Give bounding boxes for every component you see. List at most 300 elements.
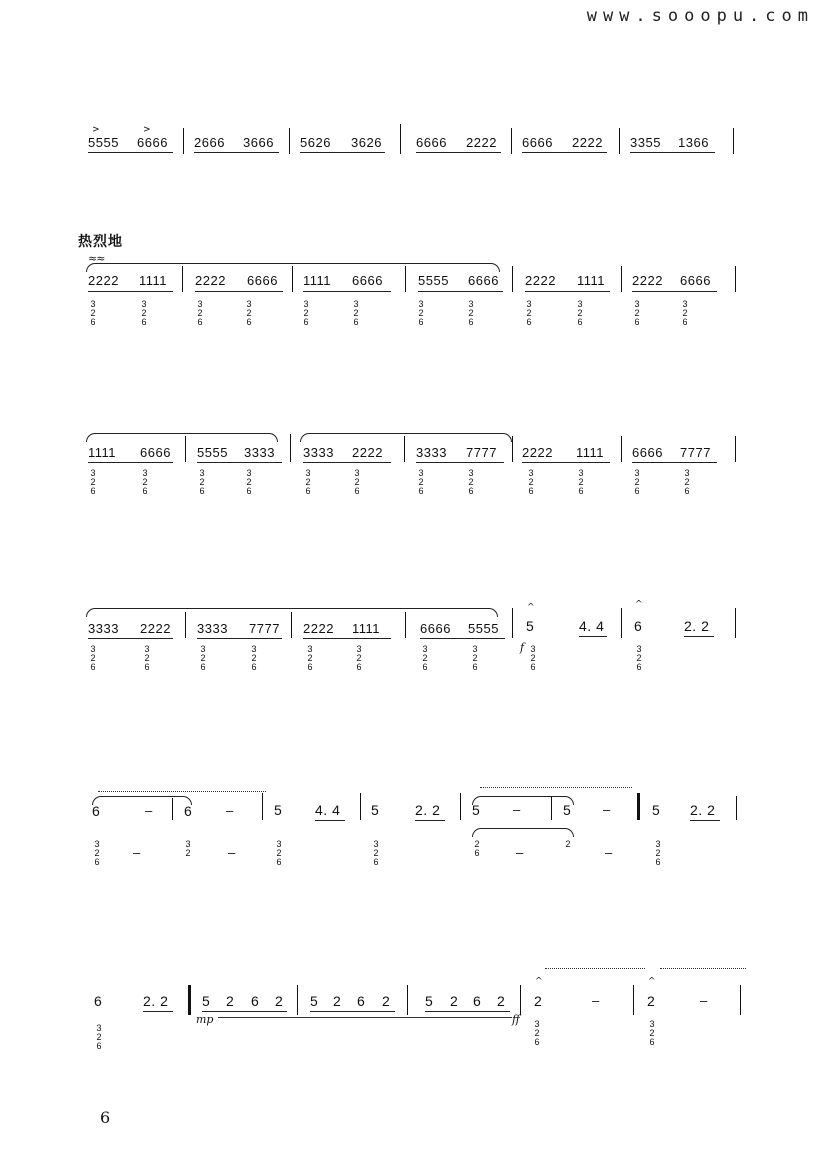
- note-group: 1111: [139, 273, 168, 288]
- chord: [470, 645, 480, 672]
- chord-note: 6: [577, 317, 583, 327]
- chord: [249, 645, 259, 672]
- note-group: 2222: [195, 273, 226, 288]
- bar-line: [185, 436, 186, 462]
- note: 2: [450, 993, 459, 1009]
- bar-line: [182, 266, 183, 292]
- chord: [532, 1020, 542, 1047]
- chord: [140, 469, 150, 496]
- underline: [197, 638, 282, 639]
- bar-line: [512, 266, 513, 292]
- underline: [416, 152, 501, 153]
- note-group: 2222: [572, 135, 603, 150]
- note-group: 2222: [352, 445, 383, 460]
- underline: [303, 291, 391, 292]
- chord-note: 6: [655, 857, 661, 867]
- note-group: 6666: [632, 445, 663, 460]
- chord-note: 6: [197, 317, 203, 327]
- chord: [632, 300, 642, 327]
- chord-note: 2: [96, 1032, 102, 1042]
- underline: [630, 152, 715, 153]
- underline: [88, 462, 173, 463]
- chord-note: 2: [474, 839, 480, 849]
- note-group: 3626: [351, 135, 382, 150]
- note-group: 5555: [418, 273, 449, 288]
- chord-note: 6: [96, 1041, 102, 1051]
- chord-note: 6: [472, 662, 478, 672]
- chord-note: 6: [90, 662, 96, 672]
- chord: [576, 469, 586, 496]
- chord-note: 3: [305, 468, 311, 478]
- chord-note: 6: [144, 662, 150, 672]
- chord-note: 6: [534, 1037, 540, 1047]
- underline: [579, 636, 607, 637]
- chord-note: 2: [418, 308, 424, 318]
- underline: [632, 291, 717, 292]
- note: 5: [652, 802, 661, 818]
- bar-line: [621, 266, 622, 292]
- chord: [371, 840, 381, 867]
- chord-note: 2: [303, 308, 309, 318]
- bar-line: [292, 266, 293, 292]
- underline: [415, 820, 445, 821]
- underline: [632, 462, 717, 463]
- chord: [92, 840, 102, 867]
- underline: [315, 820, 345, 821]
- note: 6: [634, 618, 643, 634]
- chord: [274, 840, 284, 867]
- chord-note: 6: [303, 317, 309, 327]
- bar-line: [172, 798, 173, 820]
- tempo-ornament: ≈≈: [88, 252, 105, 265]
- rest-dash: –: [513, 802, 521, 817]
- chord: [305, 645, 315, 672]
- chord: [139, 300, 149, 327]
- bar-line: [736, 796, 737, 820]
- chord: [197, 469, 207, 496]
- chord-note: 3: [468, 299, 474, 309]
- chord-note: 3: [90, 299, 96, 309]
- chord-note: 3: [251, 644, 257, 654]
- underline: [525, 291, 610, 292]
- bar-line: [621, 608, 622, 638]
- chord-note: 2: [684, 477, 690, 487]
- note: 6: [184, 803, 193, 819]
- underline: [143, 1011, 173, 1012]
- chord-note: 2: [307, 653, 313, 663]
- underline: [425, 1011, 510, 1012]
- bar-line: [183, 128, 184, 154]
- underline: [194, 152, 279, 153]
- chord-note: 2: [468, 308, 474, 318]
- underline: [522, 152, 607, 153]
- note-group: 6666: [420, 621, 451, 636]
- chord: [301, 300, 311, 327]
- chord-note: 2: [373, 848, 379, 858]
- bar-line: [291, 612, 292, 638]
- chord-note: 2: [422, 653, 428, 663]
- bar-line: [740, 985, 741, 1015]
- rest-dash: –: [605, 845, 613, 860]
- chord-note: 2: [468, 477, 474, 487]
- chord: [472, 840, 482, 858]
- note-group: 6666: [352, 273, 383, 288]
- bar-line: [551, 796, 552, 820]
- note: 2: [226, 993, 235, 1009]
- chord: [352, 469, 362, 496]
- chord-note: 2: [418, 477, 424, 487]
- chord-note: 3: [303, 299, 309, 309]
- note: 2: [275, 993, 284, 1009]
- bar-line: [404, 436, 405, 462]
- bar-line: [619, 128, 620, 154]
- chord-note: 6: [142, 486, 148, 496]
- note-group: 6666: [247, 273, 278, 288]
- repeat-bar: [637, 793, 640, 820]
- note-group: 2222: [522, 445, 553, 460]
- dynamic-mp: mp: [196, 1013, 214, 1026]
- underline: [522, 462, 610, 463]
- bar-line: [621, 436, 622, 462]
- note-group: 2222: [88, 273, 119, 288]
- chord-note: 6: [373, 857, 379, 867]
- accent-mark: >: [143, 125, 151, 135]
- chord-note: 6: [246, 486, 252, 496]
- note: 4. 4: [315, 802, 341, 818]
- accent-mark: ^: [648, 977, 656, 987]
- note-group: 1111: [352, 621, 381, 636]
- bar-line: [297, 985, 298, 1015]
- chord: [183, 840, 193, 858]
- chord-note: 6: [526, 317, 532, 327]
- note: 2: [382, 993, 391, 1009]
- chord-note: 6: [418, 317, 424, 327]
- chord-note: 3: [528, 468, 534, 478]
- bar-line: [262, 793, 263, 820]
- chord-note: 6: [94, 857, 100, 867]
- note-group: 6666: [137, 135, 168, 150]
- note-group: 5555: [197, 445, 228, 460]
- chord-note: 3: [356, 644, 362, 654]
- chord-note: 6: [684, 486, 690, 496]
- chord-note: 2: [526, 308, 532, 318]
- chord-note: 2: [565, 839, 571, 849]
- chord-note: 3: [141, 299, 147, 309]
- chord-note: 6: [682, 317, 688, 327]
- chord-note: 3: [200, 644, 206, 654]
- trill-line: [660, 968, 746, 969]
- chord-note: 2: [682, 308, 688, 318]
- chord-note: 2: [142, 477, 148, 487]
- chord: [88, 645, 98, 672]
- underline: [303, 638, 391, 639]
- note: 2: [497, 993, 506, 1009]
- rest-dash: –: [228, 845, 236, 860]
- underline: [418, 291, 503, 292]
- note: 5: [472, 802, 481, 818]
- slur: [92, 796, 192, 805]
- trill-line: [545, 968, 645, 969]
- note-group: 2222: [632, 273, 663, 288]
- chord: [524, 300, 534, 327]
- chord-note: 3: [655, 839, 661, 849]
- note: 2: [333, 993, 342, 1009]
- bar-line: [633, 985, 634, 1015]
- chord-note: 6: [90, 317, 96, 327]
- underline: [420, 638, 505, 639]
- chord-note: 6: [468, 486, 474, 496]
- chord-note: 3: [684, 468, 690, 478]
- chord: [416, 469, 426, 496]
- bar-line: [733, 128, 734, 154]
- chord: [420, 645, 430, 672]
- chord: [244, 469, 254, 496]
- note-group: 7777: [680, 445, 711, 460]
- note-group: 1111: [303, 273, 332, 288]
- chord-note: 6: [90, 486, 96, 496]
- chord-note: 2: [353, 308, 359, 318]
- note-group: 3333: [244, 445, 275, 460]
- chord: [634, 645, 644, 672]
- note-group: 5555: [468, 621, 499, 636]
- note-group: 6666: [468, 273, 499, 288]
- chord-note: 2: [528, 477, 534, 487]
- note: 5: [202, 993, 211, 1009]
- bar-line: [511, 128, 512, 154]
- underline: [310, 1011, 395, 1012]
- chord-note: 2: [197, 308, 203, 318]
- note: 5: [274, 802, 283, 818]
- chord-note: 2: [90, 308, 96, 318]
- chord-note: 6: [634, 486, 640, 496]
- chord-note: 3: [468, 468, 474, 478]
- slur: [300, 433, 512, 442]
- note-group: 2666: [194, 135, 225, 150]
- chord-note: 2: [251, 653, 257, 663]
- crescendo-line: [218, 1017, 512, 1018]
- chord-note: 6: [649, 1037, 655, 1047]
- bar-line: [289, 128, 290, 154]
- chord-note: 2: [634, 477, 640, 487]
- chord-note: 3: [144, 644, 150, 654]
- chord-note: 2: [94, 848, 100, 858]
- chord-note: 2: [141, 308, 147, 318]
- chord-note: 3: [142, 468, 148, 478]
- rest-dash: –: [226, 803, 234, 818]
- bar-line: [735, 436, 736, 462]
- chord-note: 3: [373, 839, 379, 849]
- trill-line: [98, 791, 266, 792]
- chord-note: 3: [577, 299, 583, 309]
- chord-note: 2: [655, 848, 661, 858]
- chord: [88, 300, 98, 327]
- site-watermark: www.sooopu.com: [586, 6, 814, 26]
- chord: [466, 300, 476, 327]
- chord-note: 2: [354, 477, 360, 487]
- chord: [88, 469, 98, 496]
- chord-note: 3: [353, 299, 359, 309]
- chord-note: 6: [530, 662, 536, 672]
- chord-note: 3: [307, 644, 313, 654]
- chord-note: 2: [649, 1028, 655, 1038]
- chord-note: 2: [90, 653, 96, 663]
- chord-note: 3: [422, 644, 428, 654]
- chord-note: 6: [141, 317, 147, 327]
- bar-line: [735, 266, 736, 292]
- chord-note: 3: [649, 1019, 655, 1029]
- note: 2: [534, 993, 543, 1009]
- chord-note: 6: [474, 848, 480, 858]
- rest-dash: –: [133, 845, 141, 860]
- chord: [416, 300, 426, 327]
- dynamic-forte: f: [520, 641, 525, 654]
- note-group: 3333: [416, 445, 447, 460]
- chord-note: 2: [634, 308, 640, 318]
- chord-note: 2: [200, 653, 206, 663]
- note-group: 6666: [140, 445, 171, 460]
- note-group: 1111: [576, 445, 605, 460]
- chord: [647, 1020, 657, 1047]
- bar-line: [407, 985, 408, 1015]
- note: 6: [251, 993, 260, 1009]
- chord-note: 6: [200, 662, 206, 672]
- chord: [632, 469, 642, 496]
- chord: [653, 840, 663, 867]
- note-group: 3333: [88, 621, 119, 636]
- chord-note: 2: [90, 477, 96, 487]
- note-group: 2222: [140, 621, 171, 636]
- chord: [94, 1024, 104, 1051]
- accent-mark: >: [92, 125, 100, 135]
- chord-note: 6: [418, 486, 424, 496]
- underline: [300, 152, 385, 153]
- note-group: 5626: [300, 135, 331, 150]
- note-group: 3333: [303, 445, 334, 460]
- note: 6: [94, 993, 103, 1009]
- underline: [88, 638, 173, 639]
- chord-note: 3: [246, 468, 252, 478]
- chord-note: 6: [422, 662, 428, 672]
- chord-note: 6: [528, 486, 534, 496]
- chord: [682, 469, 692, 496]
- note: 2. 2: [143, 993, 169, 1009]
- chord: [244, 300, 254, 327]
- underline: [684, 636, 714, 637]
- chord-note: 6: [199, 486, 205, 496]
- chord-note: 6: [353, 317, 359, 327]
- trill-line: [480, 787, 632, 788]
- chord-note: 3: [526, 299, 532, 309]
- note-group: 2222: [466, 135, 497, 150]
- chord-note: 6: [354, 486, 360, 496]
- underline: [88, 291, 173, 292]
- tempo-marking: 热烈地: [78, 234, 123, 250]
- accent-mark: ^: [635, 600, 643, 610]
- note: 4. 4: [579, 618, 605, 634]
- note: 5: [563, 802, 572, 818]
- chord-note: 3: [534, 1019, 540, 1029]
- chord: [303, 469, 313, 496]
- slur: [86, 608, 498, 617]
- note-group: 5555: [88, 135, 119, 150]
- slur: [472, 828, 574, 837]
- chord-note: 2: [530, 653, 536, 663]
- note-group: 1366: [678, 135, 709, 150]
- chord-note: 6: [276, 857, 282, 867]
- underline: [197, 462, 282, 463]
- chord-note: 3: [418, 468, 424, 478]
- chord-note: 3: [96, 1023, 102, 1033]
- rest-dash: –: [145, 803, 153, 818]
- note-group: 6666: [416, 135, 447, 150]
- note-group: 3333: [197, 621, 228, 636]
- chord-note: 3: [578, 468, 584, 478]
- accent-mark: ^: [535, 977, 543, 987]
- chord-note: 3: [185, 839, 191, 849]
- chord-note: 3: [246, 299, 252, 309]
- chord: [528, 645, 538, 672]
- bar-line: [512, 608, 513, 638]
- chord-note: 2: [246, 477, 252, 487]
- chord-note: 3: [634, 299, 640, 309]
- chord-note: 2: [305, 477, 311, 487]
- bar-line: [512, 436, 513, 462]
- chord: [351, 300, 361, 327]
- chord-note: 2: [636, 653, 642, 663]
- chord-note: 2: [356, 653, 362, 663]
- note: 5: [526, 618, 535, 634]
- chord-note: 2: [472, 653, 478, 663]
- note: 6: [473, 993, 482, 1009]
- chord: [526, 469, 536, 496]
- chord: [575, 300, 585, 327]
- chord-note: 3: [197, 299, 203, 309]
- chord-note: 6: [634, 317, 640, 327]
- chord-note: 3: [276, 839, 282, 849]
- bar-line: [290, 434, 291, 462]
- chord-note: 2: [534, 1028, 540, 1038]
- bar-line: [460, 793, 461, 820]
- note: 2. 2: [415, 802, 441, 818]
- chord-note: 3: [90, 468, 96, 478]
- note-group: 2222: [525, 273, 556, 288]
- bar-line: [405, 266, 406, 292]
- bar-line: [360, 793, 361, 820]
- chord: [142, 645, 152, 672]
- rest-dash: –: [516, 845, 524, 860]
- note: 6: [92, 803, 101, 819]
- chord-note: 3: [94, 839, 100, 849]
- accent-mark: ^: [527, 603, 535, 613]
- underline: [416, 462, 504, 463]
- chord-note: 6: [305, 486, 311, 496]
- note: 2. 2: [684, 618, 710, 634]
- chord-note: 3: [634, 468, 640, 478]
- slur: [86, 263, 500, 272]
- note: 5: [310, 993, 319, 1009]
- chord-note: 2: [144, 653, 150, 663]
- bar-line: [405, 612, 406, 638]
- chord-note: 2: [246, 308, 252, 318]
- note: 2. 2: [690, 802, 716, 818]
- note-group: 3666: [243, 135, 274, 150]
- chord-note: 2: [578, 477, 584, 487]
- note-group: 2222: [303, 621, 334, 636]
- chord-note: 6: [251, 662, 257, 672]
- note-group: 6666: [680, 273, 711, 288]
- chord-note: 6: [246, 317, 252, 327]
- note-group: 7777: [249, 621, 280, 636]
